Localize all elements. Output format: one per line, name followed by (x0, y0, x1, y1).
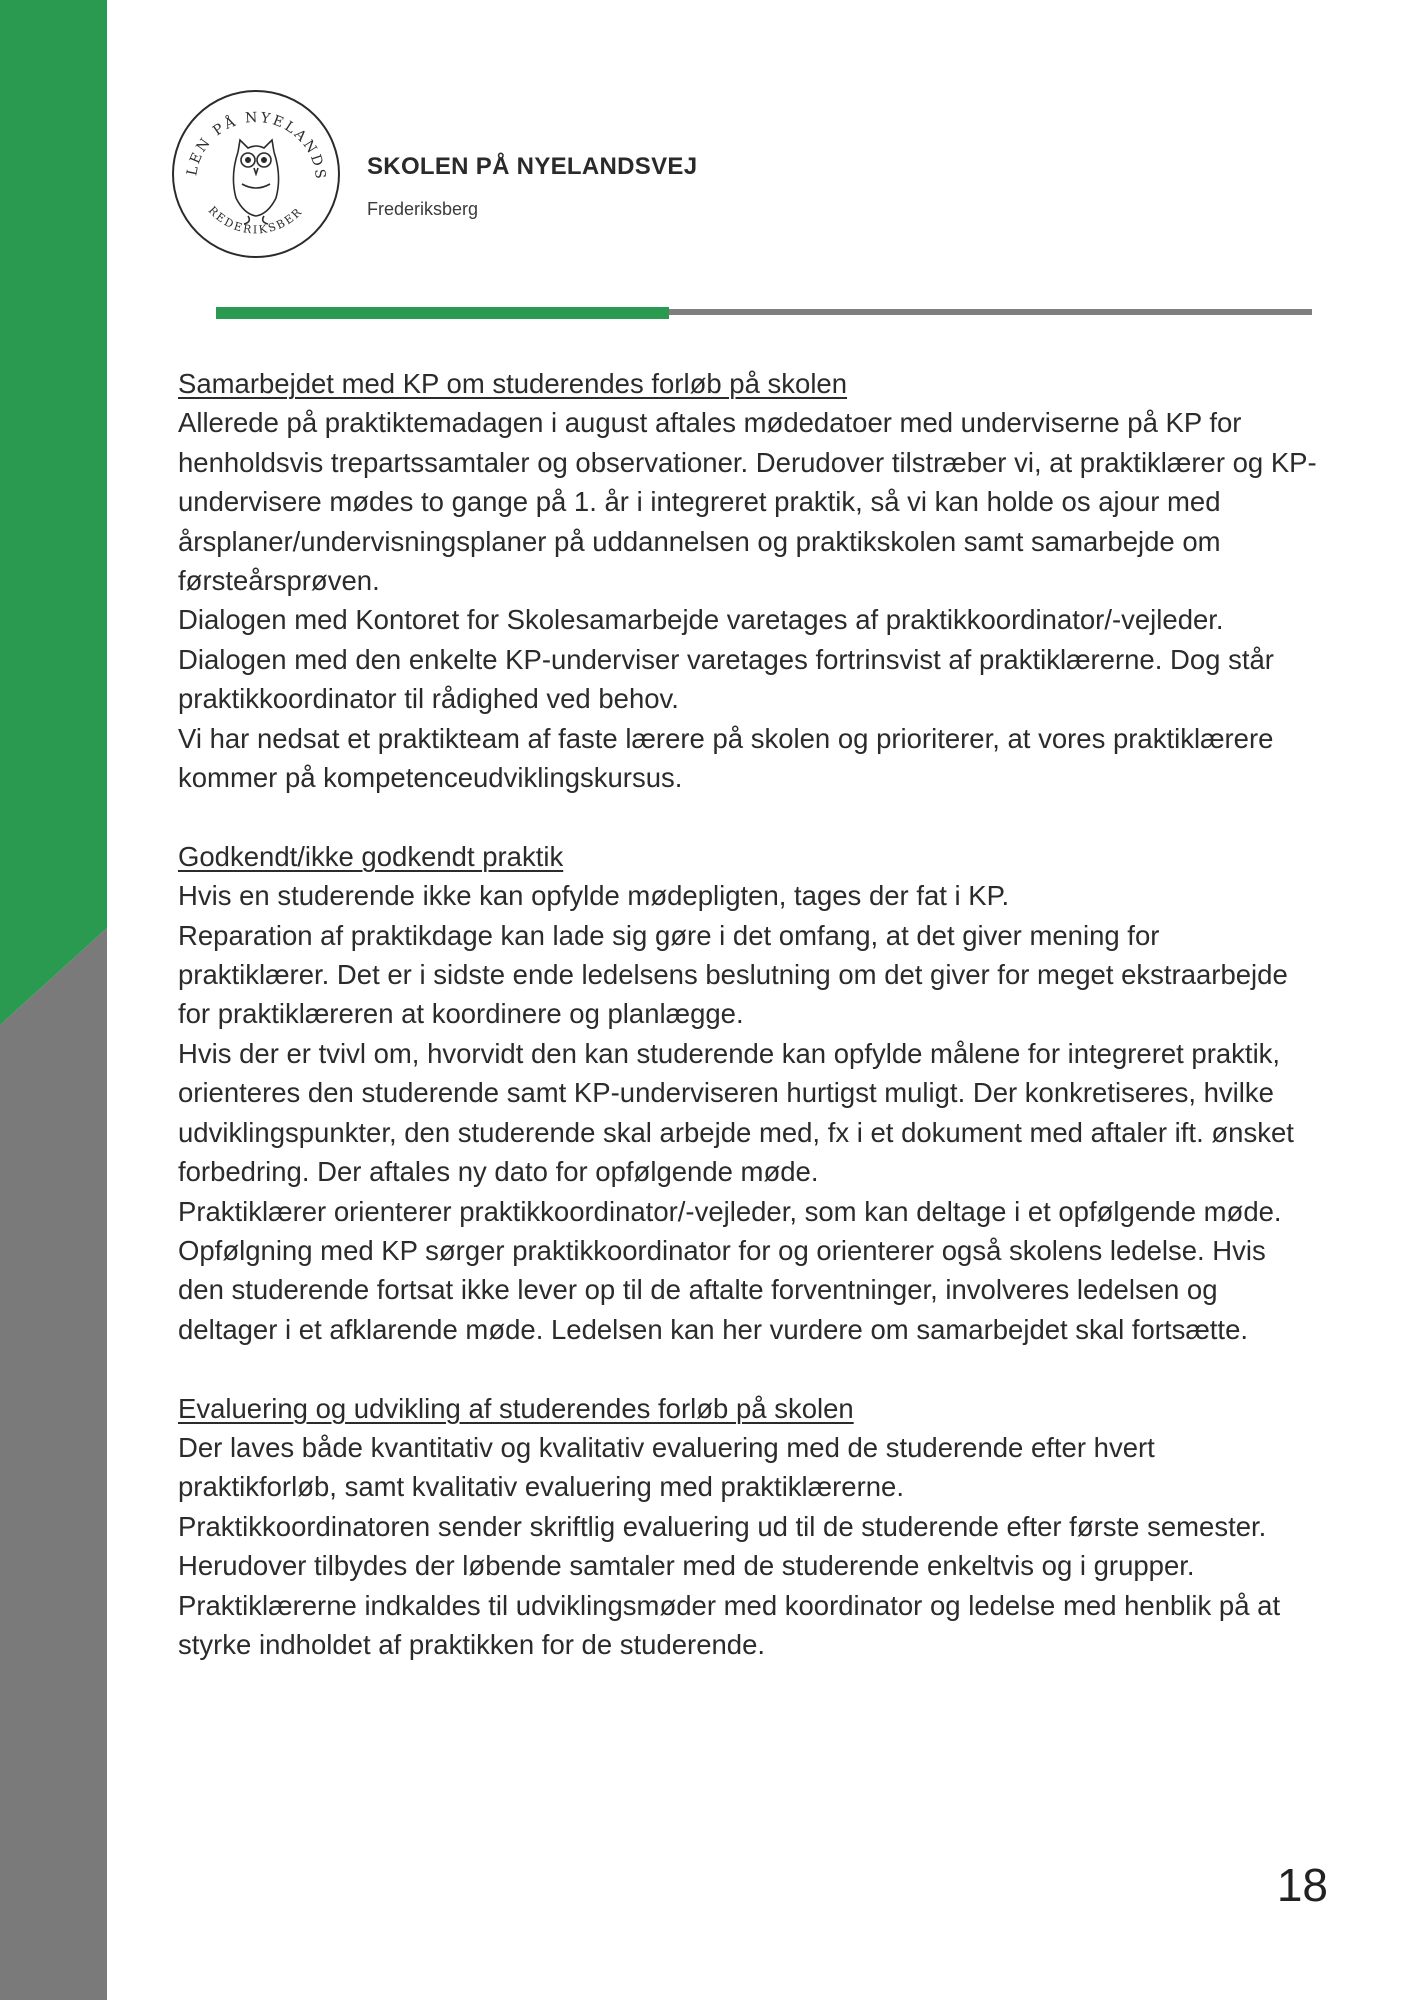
seal-text-top: LEN PÅ NYELANDS (184, 109, 329, 182)
section-heading: Godkendt/ikke godkendt praktik (178, 840, 564, 872)
paragraph: Praktikkoordinatoren sender skriftlig evaluering ud til de studerende efter første semester. Herudover tilbydes der løbende samtaler med de studerende enkeltvis og i grupper. (178, 1510, 1267, 1582)
page-number: 18 (1276, 1859, 1328, 1911)
paragraph: Allerede på praktiktemadagen i august aftales mødedatoer med underviserne på KP for henholdsvis trepartssamtaler og observationer. Derudover tilstræber vi, at praktiklærer og KP-undervisere mødes to gange på 1. år i integreret praktik, så vi kan holde os ajour med årsplaner/undervisningsplaner på uddannelsen og praktikskolen samt samarbejde om førsteårsprøven. (178, 407, 1317, 597)
section-godkendt-praktik (178, 837, 1318, 1349)
section-heading: Samarbejdet med KP om studerendes forløb på skolen (178, 368, 848, 399)
paragraph: Dialogen med Kontoret for Skolesamarbejde varetages af praktikkoordinator/-vejleder. Dialogen med den enkelte KP-underviser varetages fortrinsvist af praktiklærerne. Dog står praktikkoordinator til rådighed ved behov. (178, 604, 1274, 715)
paragraph: Der laves både kvantitativ og kvalitativ evaluering med de studerende efter hvert praktikforløb, samt kvalitativ evaluering med praktiklærerne. (178, 1431, 1155, 1503)
paragraph: Praktiklærer orienterer praktikkoordinator/-vejleder, som kan deltage i et opfølgende møde. Opfølgning med KP sørger praktikkoordinator for og orienterer også skolens ledelse. Hvis den studerende fortsat ikke lever op til de aftalte forventninger, involveres ledelsen og deltager i et afklarende møde. Ledelsen kan her vurdere om samarbejdet skal fortsætte. (178, 1195, 1282, 1345)
header-rule-green (216, 307, 669, 319)
school-name: SKOLEN PÅ NYELANDSVEJ (367, 153, 698, 180)
side-band-green (0, 0, 107, 1025)
paragraph: Praktiklærerne indkaldes til udviklingsmøder med koordinator og ledelse med henblik på at styrke indholdet af praktikken for de studerende. (178, 1589, 1281, 1660)
seal-text-bottom: REDERIKSBER (205, 203, 306, 237)
section-evaluering (178, 1389, 1318, 1665)
section-heading: Evaluering og udvikling af studerendes forløb på skolen (178, 1392, 854, 1424)
section-samarbejde (178, 364, 1318, 797)
side-band-gray (0, 928, 107, 2000)
paragraph: Vi har nedsat et praktikteam af faste lærere på skolen og prioriterer, at vores praktiklærere kommer på kompetenceudviklingskursus. (178, 722, 1274, 794)
paragraph: Reparation af praktikdage kan lade sig gøre i det omfang, at det giver mening for praktiklærer. Det er i sidste ende ledelsens beslutning om det giver for meget ekstraarbejde for praktiklæreren at koordinere og planlægge. (178, 919, 1288, 1030)
header-rule-gray (669, 309, 1312, 315)
paragraph: Hvis der er tvivl om, hvorvidt den kan studerende kan opfylde målene for integreret praktik, orienteres den studerende samt KP-underviseren hurtigst muligt. Der konkretiseres, hvilke udviklingspunkter, den studerende skal arbejde med, fx i et dokument med aftaler ift. ønsket forbedring. Der aftales ny dato for opfølgende møde. (178, 1037, 1294, 1188)
document-body (178, 364, 1318, 1704)
school-city: Frederiksberg (367, 199, 479, 219)
paragraph: Hvis en studerende ikke kan opfylde mødepligten, tages der fat i KP. (178, 880, 1010, 912)
school-seal-logo (170, 88, 342, 260)
side-color-band (0, 0, 107, 2000)
